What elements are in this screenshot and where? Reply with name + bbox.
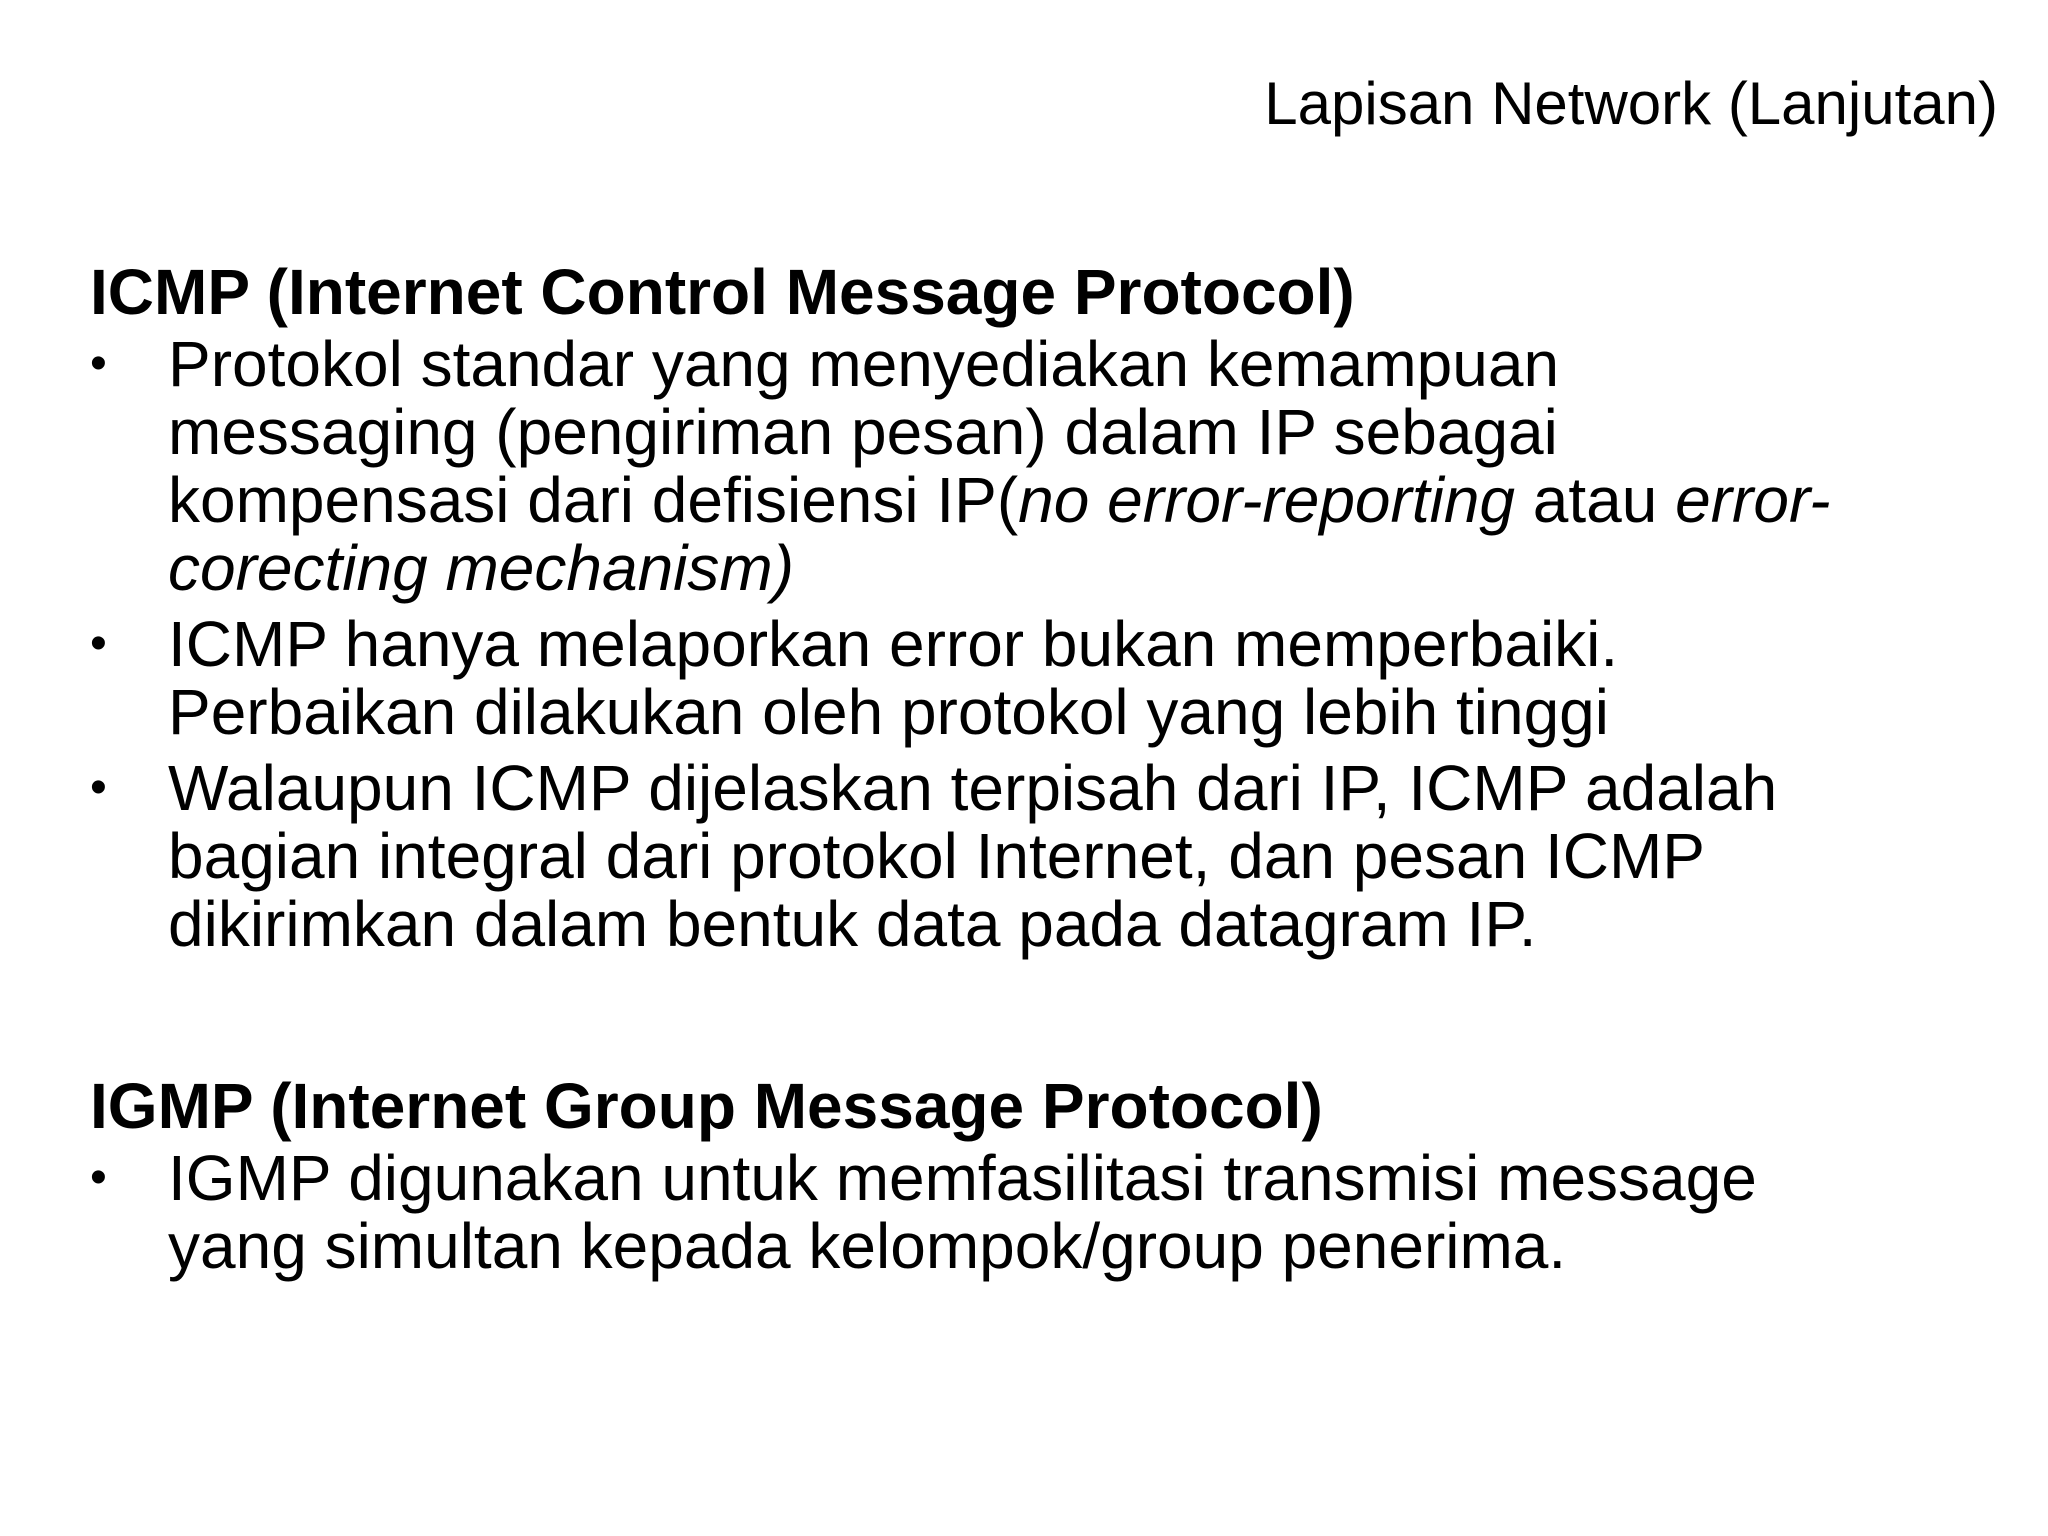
italic-text: error-	[1675, 464, 1831, 536]
bullet-line	[168, 534, 1990, 602]
text-span: atau	[1515, 464, 1676, 536]
text-span: kompensasi dari defisiensi IP(	[168, 464, 1019, 536]
bullet-line: Walaupun ICMP dijelaskan terpisah dari IP, ICMP adalah	[168, 752, 1778, 824]
igmp-bullet-1	[90, 1144, 1990, 1280]
italic-text: no error-reporting	[1018, 464, 1515, 536]
bullet-line: IGMP digunakan untuk memfasilitasi transmisi message	[168, 1142, 1757, 1214]
bullet-icon: •	[90, 761, 107, 814]
icmp-bullet-1	[90, 330, 1990, 602]
bullet-line: ICMP hanya melaporkan error bukan memperbaiki.	[168, 608, 1619, 680]
slide-title: Lapisan Network (Lanjutan)	[1264, 70, 1998, 137]
italic-text: corecting mechanism)	[168, 532, 794, 604]
igmp-section	[90, 1068, 1990, 1288]
icmp-bullet-3	[90, 754, 1990, 958]
bullet-line: bagian integral dari protokol Internet, dan pesan ICMP	[168, 820, 1705, 892]
bullet-icon: •	[90, 1151, 107, 1204]
bullet-line: Protokol standar yang menyediakan kemampuan	[168, 328, 1560, 400]
bullet-icon: •	[90, 337, 107, 390]
bullet-line: Perbaikan dilakukan oleh protokol yang lebih tinggi	[168, 676, 1609, 748]
bullet-line: yang simultan kepada kelompok/group penerima.	[168, 1210, 1567, 1282]
icmp-section	[90, 254, 1990, 966]
icmp-bullet-2	[90, 610, 1990, 746]
igmp-bullet-list	[90, 1144, 1990, 1280]
bullet-line: dikirimkan dalam bentuk data pada datagram IP.	[168, 888, 1537, 960]
bullet-line	[168, 466, 1990, 534]
icmp-bullet-list	[90, 330, 1990, 958]
icmp-heading: ICMP (Internet Control Message Protocol)	[90, 256, 1355, 328]
bullet-icon: •	[90, 617, 107, 670]
bullet-line: messaging (pengiriman pesan) dalam IP sebagai	[168, 396, 1558, 468]
igmp-heading: IGMP (Internet Group Message Protocol)	[90, 1070, 1323, 1142]
